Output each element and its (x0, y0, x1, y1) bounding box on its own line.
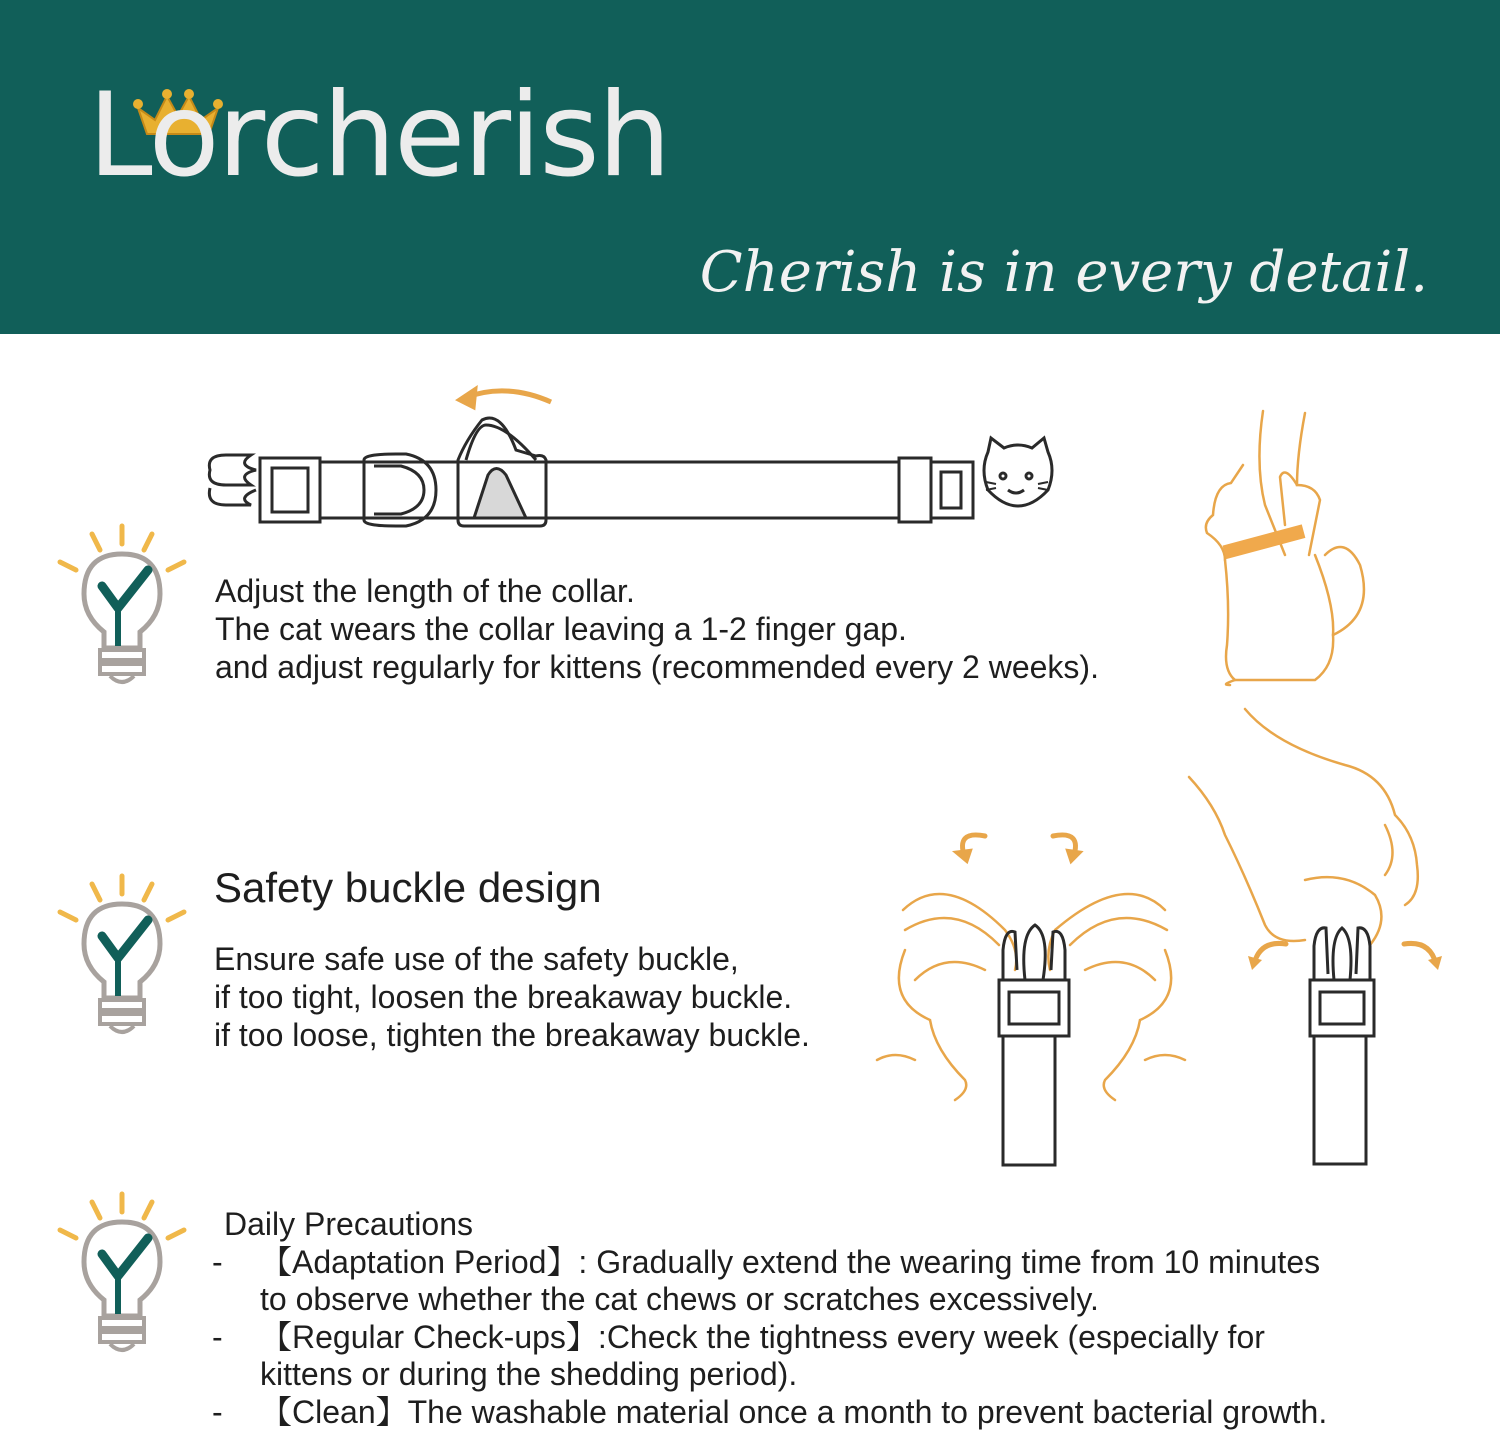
list-item-label: 【Adaptation Period】 (260, 1243, 579, 1280)
list-item (212, 1394, 1327, 1432)
instruction-line: if too loose, tighten the breakaway buckle. (214, 1017, 810, 1053)
cat-wearing-collar-illustration (1185, 405, 1390, 690)
list-item-label: 【Regular Check-ups】 (260, 1318, 598, 1355)
safety-buckle-instructions (214, 940, 810, 1054)
list-item-text: The washable material once a month to prevent bacterial growth. (407, 1393, 1328, 1430)
list-item-text: :Check the tightness every week (especially for (597, 1318, 1265, 1355)
list-bullet: - (212, 1318, 223, 1355)
hands-release-buckle-illustration (875, 820, 1195, 1170)
list-item (212, 1244, 1327, 1282)
list-bullet: - (212, 1393, 223, 1430)
buckle-squeeze-illustration (1240, 910, 1450, 1170)
list-bullet: - (212, 1243, 223, 1280)
collar-illustration (196, 380, 1066, 530)
list-item-label: 【Clean】 (260, 1393, 408, 1430)
list-item (212, 1319, 1327, 1357)
list-item-text: : Gradually extend the wearing time from 10 minutes (578, 1243, 1321, 1280)
brand-logo-text: Lorcherish (88, 68, 670, 203)
list-item-continuation: to observe whether the cat chews or scratches excessively. (260, 1281, 1099, 1317)
lightbulb-check-icon (52, 870, 192, 1040)
instruction-line: if too tight, loosen the breakaway buckle. (214, 979, 793, 1015)
instruction-line: Adjust the length of the collar. (215, 573, 635, 609)
instruction-line: The cat wears the collar leaving a 1-2 finger gap. (215, 611, 907, 647)
brand-tagline: Cherish is in every detail. (699, 240, 1428, 305)
list-item-continuation: kittens or during the shedding period). (260, 1356, 798, 1392)
daily-precautions-heading: Daily Precautions (224, 1206, 473, 1242)
cat-face-charm-icon (984, 438, 1052, 506)
brand-banner (0, 0, 1500, 334)
safety-buckle-heading: Safety buckle design (214, 864, 602, 911)
instruction-line: Ensure safe use of the safety buckle, (214, 941, 739, 977)
instruction-line: and adjust regularly for kittens (recommended every 2 weeks). (215, 649, 1099, 685)
collar-adjust-instructions (215, 572, 1099, 686)
lightbulb-check-icon (52, 1188, 192, 1358)
lightbulb-check-icon (52, 520, 192, 690)
daily-precautions-list (212, 1206, 1327, 1431)
